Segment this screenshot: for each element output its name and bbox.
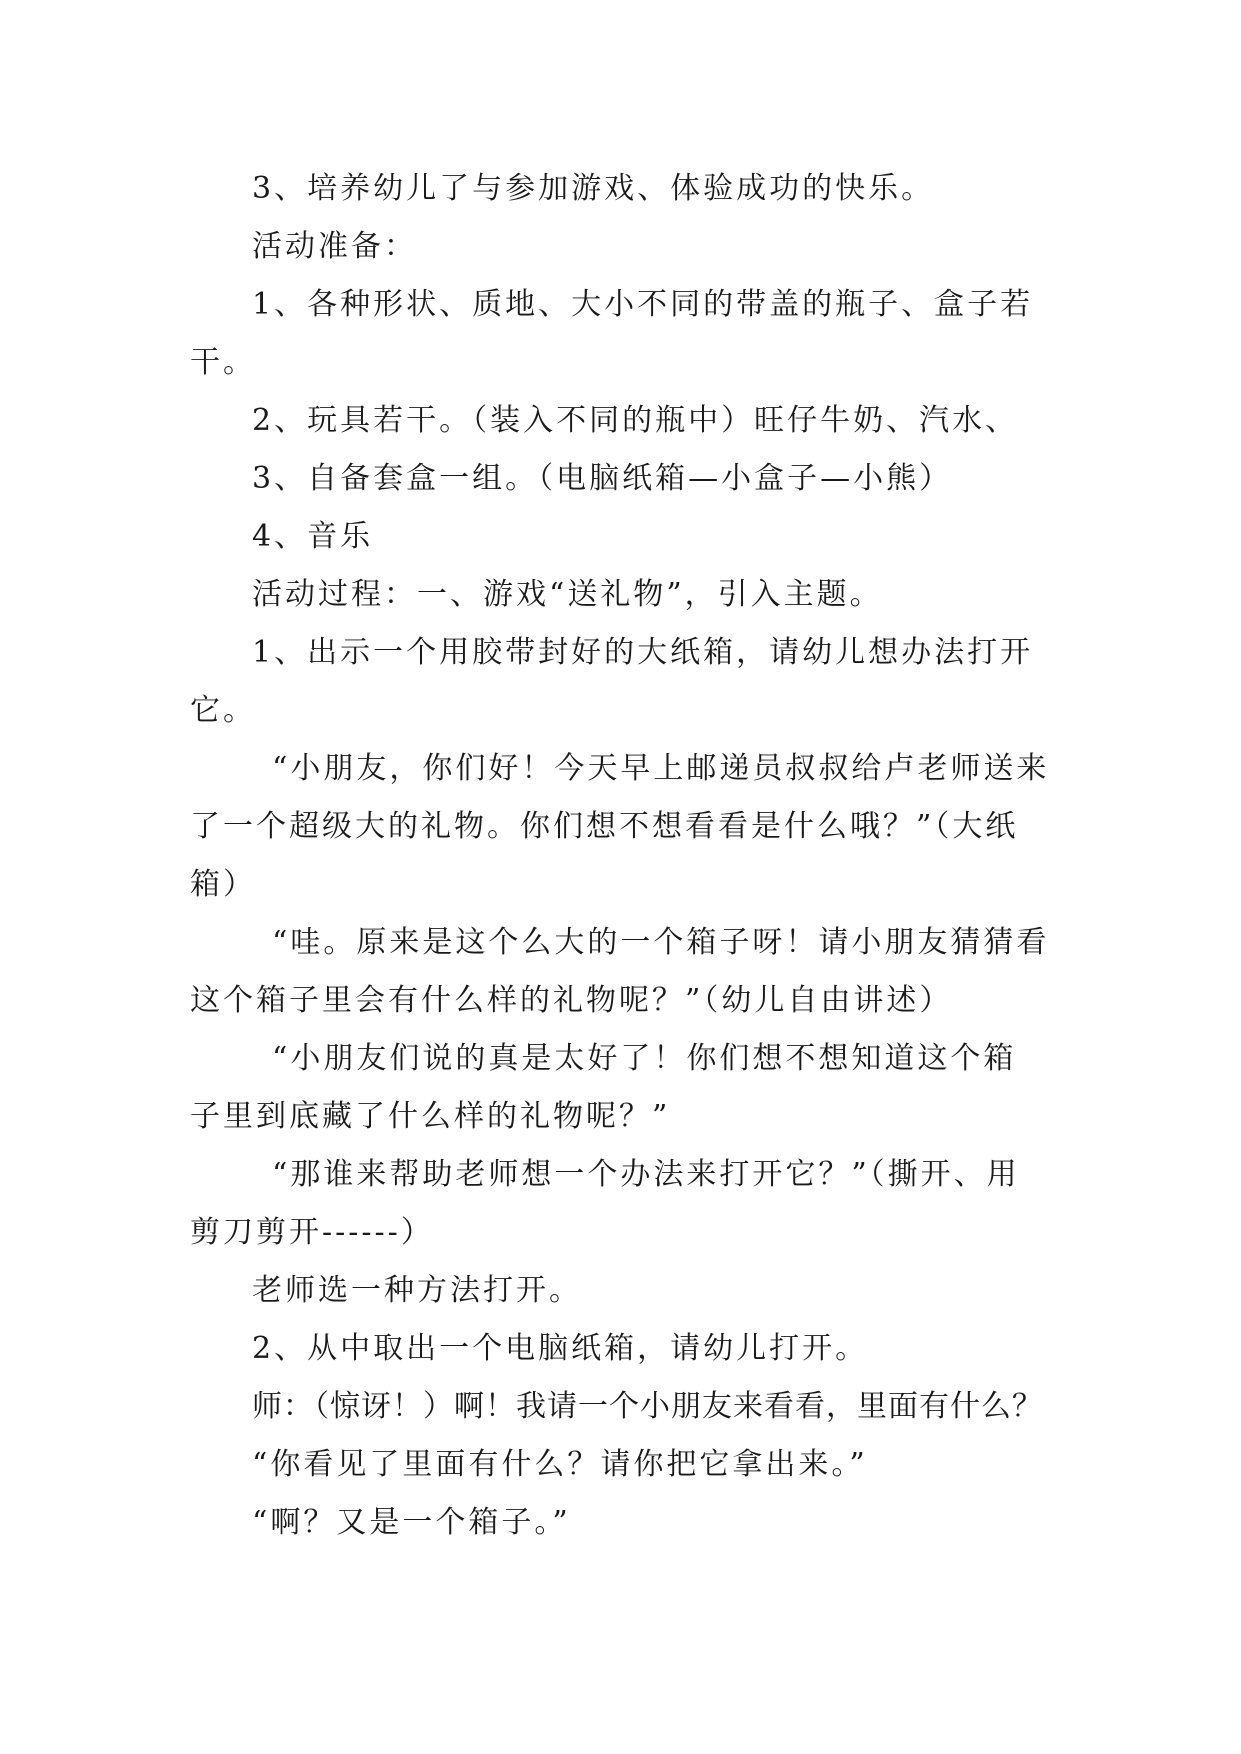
paragraph-prep-4: 4、音乐 — [252, 519, 374, 554]
paragraph-dialogue-1: “小朋友，你们好！今天早上邮递员叔叔给卢老师送来 — [272, 751, 1050, 786]
paragraph-prep-1-cont: 干。 — [190, 345, 256, 380]
paragraph-dialogue-1-cont: 了一个超级大的礼物。你们想不想看看是什么哦？”（大纸 — [190, 809, 1019, 844]
paragraph-dialogue-5: “你看见了里面有什么？请你把它拿出来。” — [252, 1447, 868, 1482]
paragraph-teacher-opens: 老师选一种方法打开。 — [252, 1273, 582, 1308]
paragraph-step-1: 1、出示一个用胶带封好的大纸箱，请幼儿想办法打开 — [252, 635, 1034, 670]
heading-preparation: 活动准备： — [252, 229, 417, 264]
paragraph-dialogue-2-cont: 这个箱子里会有什么样的礼物呢？”（幼儿自由讲述） — [190, 983, 953, 1018]
paragraph-step-1-cont: 它。 — [190, 693, 256, 728]
paragraph-dialogue-4-cont: 剪刀剪开------） — [190, 1215, 434, 1250]
document-body — [190, 160, 1050, 1552]
paragraph-step-2: 2、从中取出一个电脑纸箱，请幼儿打开。 — [252, 1331, 869, 1366]
paragraph-goal-3: 3、培养幼儿了与参加游戏、体验成功的快乐。 — [252, 171, 935, 206]
paragraph-dialogue-4: “那谁来帮助老师想一个办法来打开它？”（撕开、用 — [272, 1157, 1020, 1192]
paragraph-dialogue-6: “啊？又是一个箱子。” — [252, 1505, 571, 1540]
paragraph-dialogue-3: “小朋友们说的真是太好了！你们想不想知道这个箱 — [272, 1041, 1017, 1076]
paragraph-prep-1: 1、各种形状、质地、大小不同的带盖的瓶子、盒子若 — [252, 287, 1034, 322]
paragraph-prep-2: 2、玩具若干。（装入不同的瓶中）旺仔牛奶、汽水、 — [252, 403, 1019, 438]
paragraph-dialogue-2: “哇。原来是这个么大的一个箱子呀！请小朋友猜猜看 — [272, 925, 1050, 960]
heading-process: 活动过程：一、游戏“送礼物”，引入主题。 — [252, 577, 883, 612]
paragraph-teacher-line: 师：（惊讶！）啊！我请一个小朋友来看看，里面有什么？ — [252, 1389, 1043, 1424]
paragraph-dialogue-3-cont: 子里到底藏了什么样的礼物呢？” — [190, 1099, 671, 1134]
paragraph-prep-3: 3、自备套盒一组。（电脑纸箱—小盒子—小熊） — [252, 461, 953, 496]
paragraph-dialogue-1-end: 箱） — [190, 867, 256, 902]
